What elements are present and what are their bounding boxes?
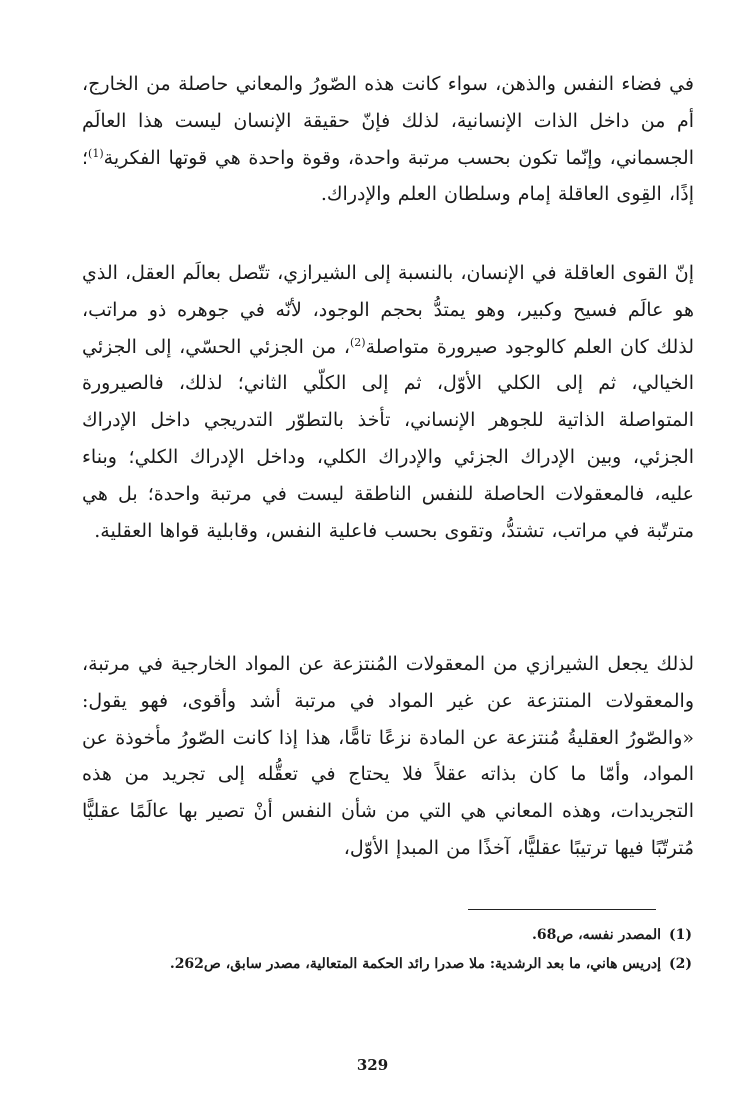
paragraph-1-text-b: ؛ إذًا، القِوى العاقلة إمام وسلطان العلم والإدراك.: [82, 146, 694, 206]
footnote-ref-2[interactable]: (2): [349, 335, 366, 349]
paragraph-1-text-a: في فضاء النفس والذهن، سواء كانت هذه الصّورُ والمعاني حاصلة من الخارج، أم من داخل الذات الإنسانية، لذلك فإنّ حقيقة الإنسان ليست هذا العالَم الجسماني، وإنّما تكون بحسب مرتبة واحدة، وقوة واحدة هي قوتها الفكرية: [82, 73, 694, 169]
paragraph-3-text: لذلك يجعل الشيرازي من المعقولات المُنتزعة عن المواد الخارجية في مرتبة، والمعقولات المنتزعة عن غير المواد في مرتبة أشد وأقوى، فهو يقول: «والصّورُ العقليةُ مُنتزعة عن المادة نزعًا تامًّا، هذا إذا كانت الصّورُ مأخوذة عن المواد، وأمّا ما كان بذاته عقلاً فلا يحتاج في تعقُّله إلى تجريد من هذه التجريدات، وهذه المعاني هي التي من شأن النفس أنْ تصير بها عالَمًا عقليًّا مُترتّبًا فيها ترتيبًا عقليًّا، آخذًا من المبدإ الأوّل،: [82, 653, 694, 859]
footnote-2-number: (2): [669, 956, 692, 972]
footnote-1: [82, 921, 692, 950]
footnotes: [82, 921, 692, 979]
paragraph-2: [82, 255, 694, 549]
footnote-1-text: المصدر نفسه، ص68.: [531, 927, 661, 943]
page-number: 329: [356, 1056, 389, 1074]
footnote-2-text: إدريس هاني، ما بعد الرشدية: ملا صدرا رائد الحكمة المتعالية، مصدر سابق، ص262.: [169, 956, 661, 972]
paragraph-2-text-b: ، من الجزئي الحسّي، إلى الجزئي الخيالي، ثم إلى الكلي الأوّل، ثم إلى الكلّي الثاني؛ لذلك، فالصيرورة المتواصلة الذاتية للجوهر الإنساني، تأخذ بالتطوّر التدريجي داخل الإدراك الجزئي، وبين الإدراك الجزئي والإدراك الكلي، وداخل الإدراك الكلي؛ وبناء عليه، فالمعقولات الحاصلة للنفس الناطقة ليست في مرتبة واحدة؛ بل هي مترتّبة في مراتب، تشتدُّ، وتقوى بحسب فاعلية النفس، وقابلية قواها العقلية.: [82, 335, 694, 542]
footnote-ref-1[interactable]: (1): [88, 146, 104, 160]
paragraph-1: [82, 66, 694, 213]
paragraph-2-text-a: إنّ القوى العاقلة في الإنسان، بالنسبة إلى الشيرازي، تتّصل بعالَم العقل، الذي هو عالَم فسيح وكبير، وهو يمتدُّ بحجم الوجود، لأنّه في جوهره ذو مراتب، لذلك كان العلم كالوجود صيرورة متواصلة: [82, 262, 694, 358]
footnote-2: [82, 950, 692, 979]
paragraph-3: [82, 646, 694, 867]
footnote-divider: [468, 909, 656, 910]
footnote-1-number: (1): [669, 927, 692, 943]
